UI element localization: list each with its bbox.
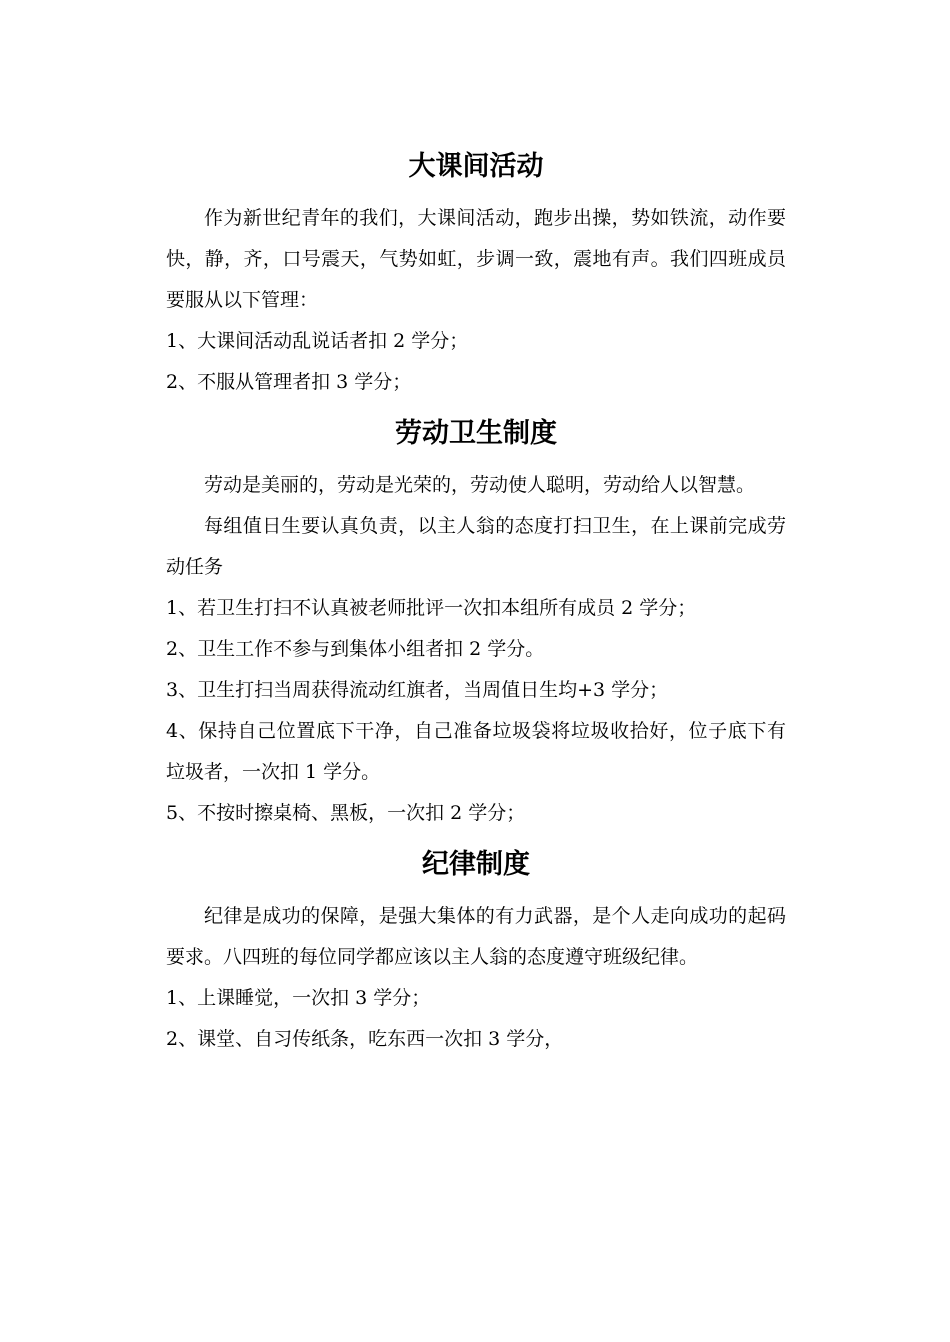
rule-item: 4、保持自己位置底下干净，自己准备垃圾袋将垃圾收拾好，位子底下有垃圾者，一次扣 1 学分。 [166, 720, 786, 783]
document-page [166, 140, 786, 1060]
rule-item: 2、不服从管理者扣 3 学分； [166, 371, 412, 393]
rule-item: 3、卫生打扫当周获得流动红旗者，当周值日生均+3 学分； [166, 679, 669, 701]
section-paragraph: 每组值日生要认真负责，以主人翁的态度打扫卫生，在上课前完成劳动任务 [166, 515, 786, 578]
section-title-recess: 大课间活动 [408, 151, 544, 182]
rule-item: 2、卫生工作不参与到集体小组者扣 2 学分。 [166, 638, 545, 660]
rule-item: 1、大课间活动乱说话者扣 2 学分； [166, 330, 469, 352]
rule-item: 1、上课睡觉，一次扣 3 学分； [166, 987, 431, 1009]
section-paragraph: 纪律是成功的保障，是强大集体的有力武器，是个人走向成功的起码要求。八四班的每位同学都应该以主人翁的态度遵守班级纪律。 [166, 905, 786, 968]
rule-item: 5、不按时擦桌椅、黑板，一次扣 2 学分； [166, 802, 526, 824]
section-paragraph: 作为新世纪青年的我们，大课间活动，跑步出操，势如铁流，动作要快，静，齐，口号震天，气势如虹，步调一致，震地有声。我们四班成员要服从以下管理： [166, 207, 786, 311]
rule-item: 1、若卫生打扫不认真被老师批评一次扣本组所有成员 2 学分； [166, 597, 697, 619]
section-title-discipline: 纪律制度 [422, 849, 530, 880]
section-title-labor-hygiene: 劳动卫生制度 [395, 418, 557, 449]
rule-item: 2、课堂、自习传纸条，吃东西一次扣 3 学分， [166, 1028, 564, 1050]
section-paragraph: 劳动是美丽的，劳动是光荣的，劳动使人聪明，劳动给人以智慧。 [204, 474, 756, 496]
